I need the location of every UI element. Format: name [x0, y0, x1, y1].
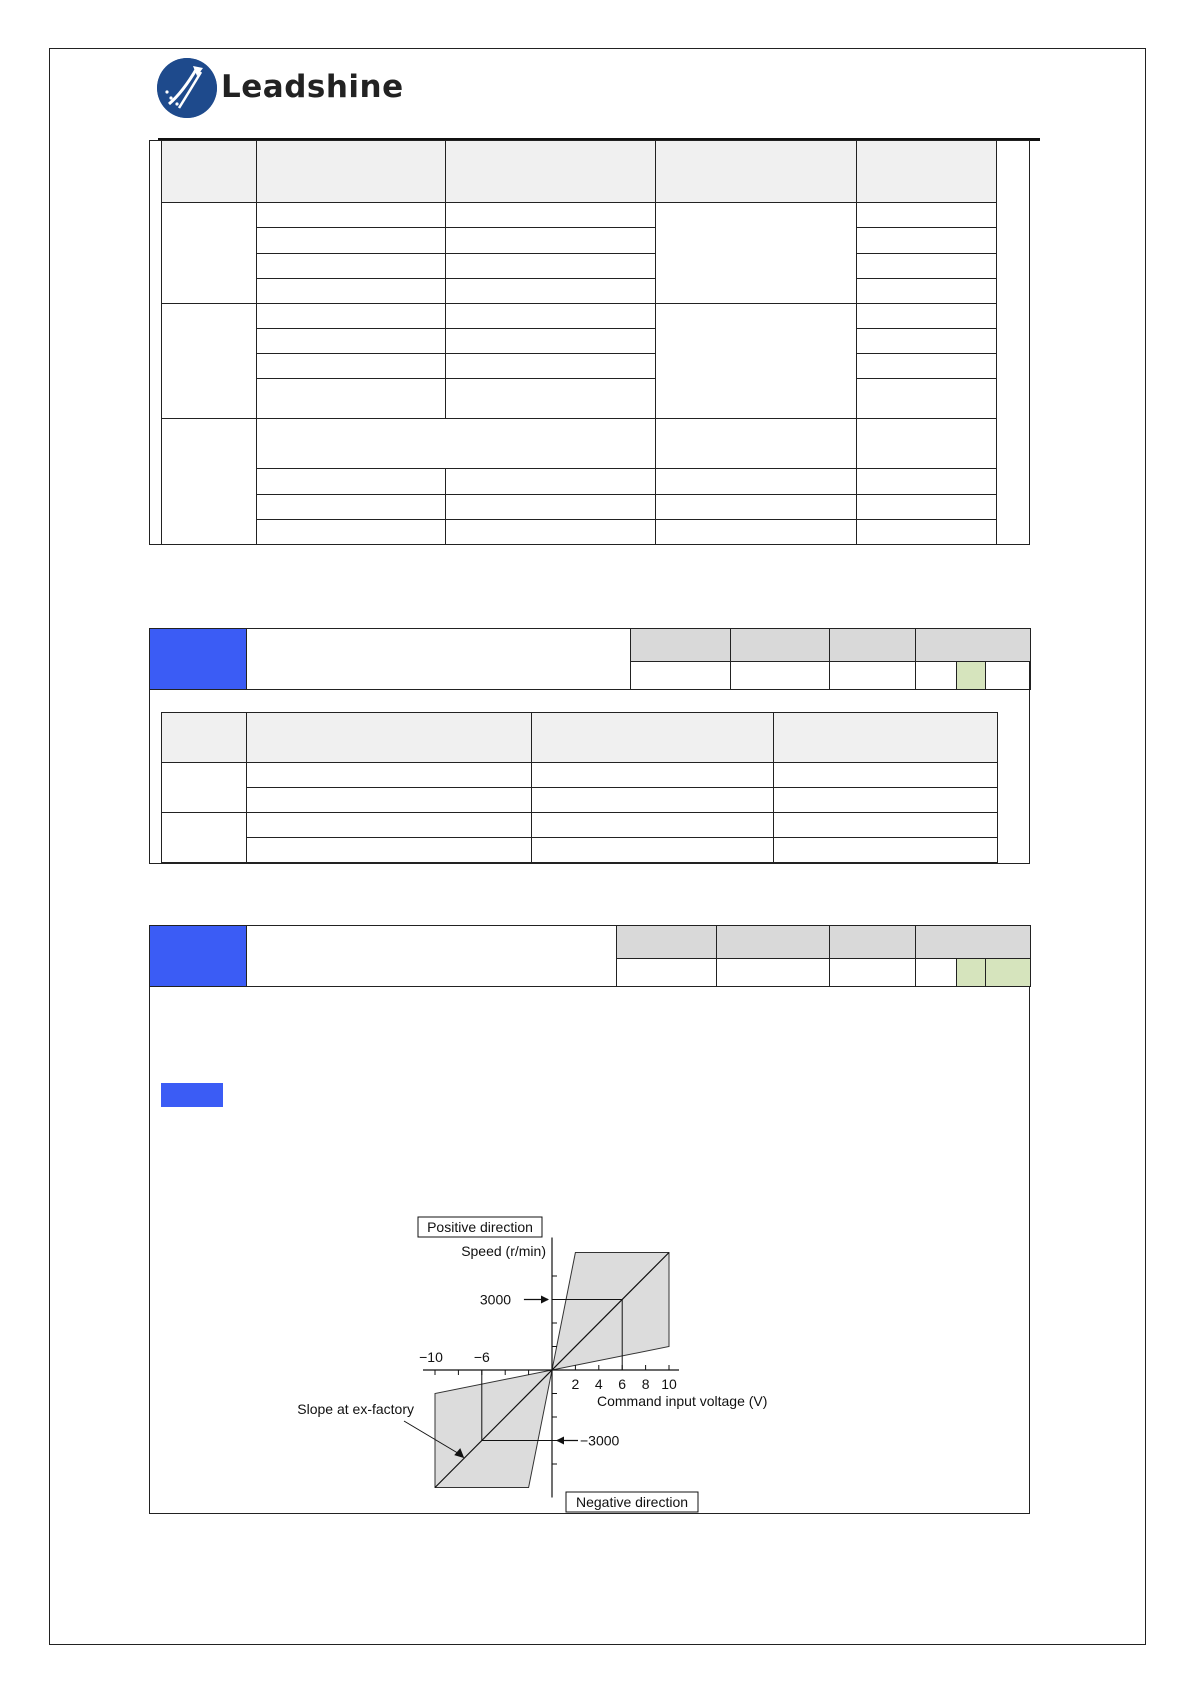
t1-cell	[857, 469, 997, 494]
t1-cell	[257, 494, 446, 519]
t2-cell	[532, 763, 774, 788]
param2-attr-header	[631, 629, 731, 662]
t1-cell	[446, 379, 656, 419]
t1-cell	[257, 278, 446, 303]
t2-cell	[247, 838, 532, 863]
x-tick-label: 6	[618, 1376, 627, 1392]
x-tick-label: −10	[419, 1349, 443, 1365]
parameter-table-1	[161, 140, 997, 545]
x-tick-label: 4	[594, 1376, 603, 1392]
t1-cell	[446, 353, 656, 378]
t2-cell	[532, 813, 774, 838]
t1-header-cell	[162, 141, 257, 203]
positive-direction-label: Positive direction	[427, 1219, 533, 1235]
t1-cell	[656, 494, 857, 519]
param2-attr-header	[916, 629, 1031, 662]
param2-attr-value	[916, 662, 957, 690]
t1-cell	[857, 519, 997, 544]
t1-cell	[257, 303, 446, 328]
t1-group-cell	[162, 419, 257, 545]
speed-voltage-chart	[270, 1215, 800, 1515]
t1-header-cell	[446, 141, 656, 203]
t1-header-cell	[857, 141, 997, 203]
t1-merged-cell	[656, 203, 857, 303]
param3-attr-value	[717, 959, 830, 987]
t1-cell	[257, 228, 446, 253]
t2-header-cell	[162, 713, 247, 763]
t1-merged-cell	[656, 303, 857, 419]
t1-cell	[446, 253, 656, 278]
t1-cell	[257, 353, 446, 378]
param2-attr-value	[830, 662, 916, 690]
t1-cell	[857, 353, 997, 378]
negative-direction-label: Negative direction	[575, 1494, 689, 1510]
t1-cell	[857, 328, 997, 353]
t1-cell	[857, 419, 997, 469]
y-marker-negative: −3000	[580, 1432, 620, 1449]
arrow-neg3000-head	[556, 1437, 564, 1445]
param3-attr-header	[617, 926, 717, 959]
t1-group-cell	[162, 203, 257, 303]
t1-cell	[446, 328, 656, 353]
t1-cell	[656, 519, 857, 544]
t1-header-cell	[656, 141, 857, 203]
t2-cell	[774, 763, 998, 788]
t1-cell	[446, 278, 656, 303]
t1-cell	[257, 203, 446, 228]
t1-cell	[857, 494, 997, 519]
t1-cell	[257, 379, 446, 419]
param2-header	[149, 628, 1031, 690]
t1-cell	[446, 303, 656, 328]
t1-cell	[857, 253, 997, 278]
x-tick-label: 10	[661, 1376, 677, 1392]
param3-mode-indicator	[986, 959, 1031, 987]
param2-mode-indicator	[957, 662, 986, 690]
brand-logo-icon	[157, 58, 217, 118]
param2-attr-header	[731, 629, 830, 662]
slope-label: Slope at ex-factory	[297, 1401, 414, 1417]
param3-attr-header	[717, 926, 830, 959]
t1-cell	[257, 519, 446, 544]
t1-cell	[857, 278, 997, 303]
t2-cell	[774, 813, 998, 838]
t1-cell	[446, 228, 656, 253]
param2-attr-value	[631, 662, 731, 690]
t1-cell	[446, 494, 656, 519]
t1-cell	[257, 328, 446, 353]
brand-name: Leadshine	[221, 69, 404, 105]
param3-attr-value	[916, 959, 957, 987]
t1-header-cell	[257, 141, 446, 203]
t2-cell	[774, 788, 998, 813]
t2-group-cell	[162, 763, 247, 813]
y-marker-positive: 3000	[479, 1291, 512, 1308]
t1-merged-cell	[257, 419, 656, 469]
param2-name-cell	[247, 629, 631, 690]
param2-attr-header	[830, 629, 916, 662]
param3-attr-value	[830, 959, 916, 987]
t1-cell	[857, 228, 997, 253]
y-axis-label: Speed (r/min)	[461, 1243, 546, 1259]
t1-group-cell	[162, 303, 257, 419]
param3-attr-value	[617, 959, 717, 987]
x-tick-label: −6	[473, 1349, 490, 1365]
t1-cell	[656, 469, 857, 494]
param3-header	[149, 925, 1031, 987]
x-axis-label: Command input voltage (V)	[597, 1393, 768, 1409]
t1-cell	[857, 203, 997, 228]
t1-cell	[656, 419, 857, 469]
t2-cell	[532, 788, 774, 813]
t1-cell	[857, 379, 997, 419]
t2-cell	[774, 838, 998, 863]
t1-cell	[446, 469, 656, 494]
param3-attr-header	[830, 926, 916, 959]
param3-attr-header	[916, 926, 1031, 959]
x-tick-label: 8	[641, 1376, 650, 1392]
t2-cell	[532, 838, 774, 863]
t2-cell	[247, 763, 532, 788]
note-tag	[161, 1083, 223, 1107]
t2-cell	[247, 788, 532, 813]
t2-header-cell	[532, 713, 774, 763]
param3-name-cell	[247, 926, 617, 987]
param2-settings-table	[161, 712, 998, 863]
t2-header-cell	[774, 713, 998, 763]
t2-header-cell	[247, 713, 532, 763]
t1-cell	[257, 469, 446, 494]
t2-group-cell	[162, 813, 247, 863]
param2-id-tag	[150, 629, 247, 690]
t1-cell	[857, 303, 997, 328]
param2-attr-value	[731, 662, 830, 690]
t1-cell	[257, 253, 446, 278]
x-tick-label: 2	[571, 1376, 580, 1392]
param2-attr-value	[986, 662, 1031, 690]
t2-cell	[247, 813, 532, 838]
t1-cell	[446, 203, 656, 228]
arrow-3000-head	[541, 1296, 549, 1304]
param3-mode-indicator	[957, 959, 986, 987]
param3-id-tag	[150, 926, 247, 987]
t1-cell	[446, 519, 656, 544]
